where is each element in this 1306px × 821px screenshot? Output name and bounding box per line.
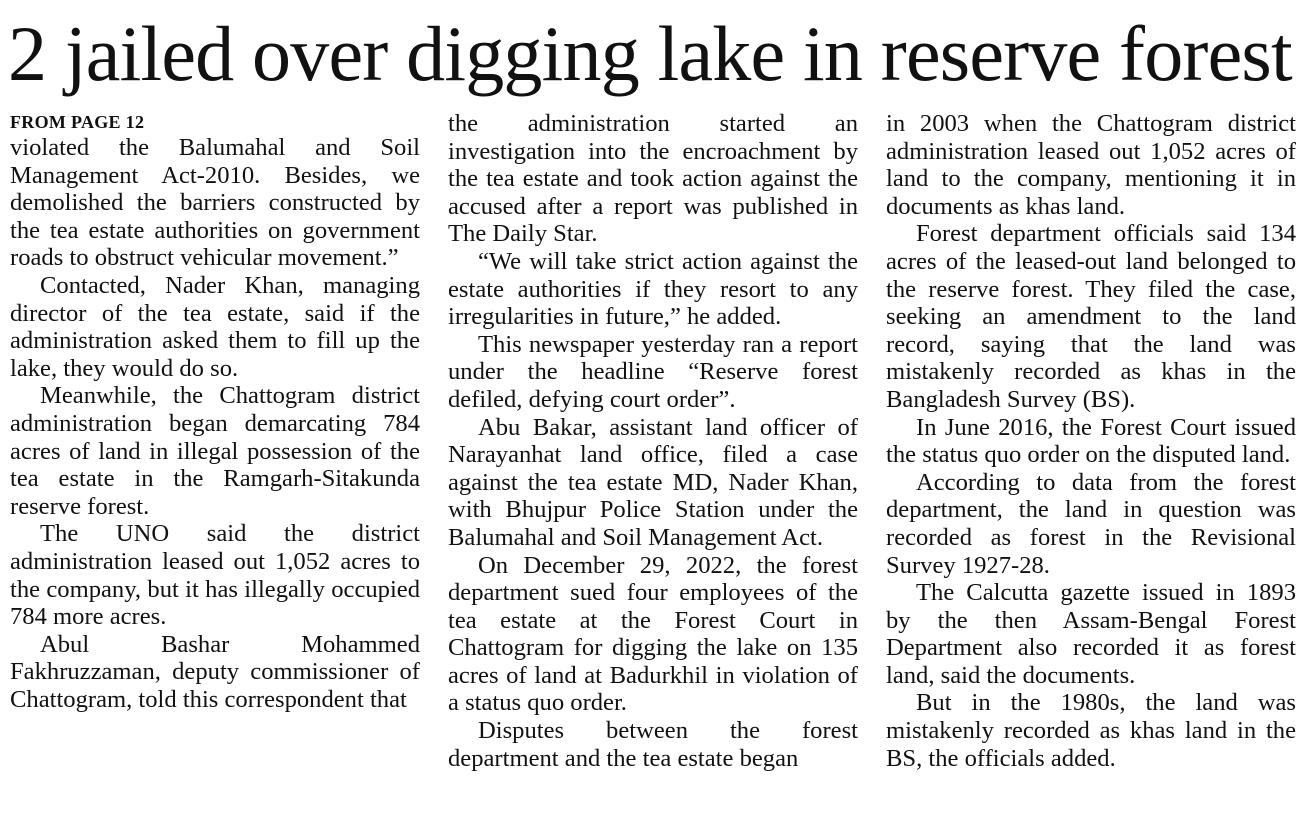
paragraph: Abul Bashar Mohammed Fakhruzzaman, deputy commissioner of Chattogram, told this correspondent that bbox=[10, 630, 420, 713]
headline: 2 jailed over digging lake in reserve forest bbox=[8, 10, 1292, 97]
paragraph: Forest department officials said 134 acres of the leased-out land belonged to the reserve forest. They filed the case, seeking an amendment to the land record, saying that the land was mistakenly recorded as khas in the Bangladesh Survey (BS). bbox=[886, 220, 1296, 413]
paragraph: “We will take strict action against the estate authorities if they resort to any irregularities in future,” he added. bbox=[448, 247, 858, 331]
paragraph: On December 29, 2022, the forest department sued four employees of the tea estate at the Forest Court in Chattogram for digging the lake on 135 acres of land at Badurkhil in violation of a status quo order. bbox=[448, 551, 858, 717]
paragraph: violated the Balumahal and Soil Management Act-2010. Besides, we demolished the barriers constructed by the tea estate authorities on government roads to obstruct vehicular movement.” bbox=[10, 134, 420, 272]
paragraph: the administration started an investigation into the encroachment by the tea estate and took action against the accused after a report was published in The Daily Star. bbox=[448, 110, 858, 248]
article-column-1 bbox=[10, 110, 420, 713]
paragraph: Abu Bakar, assistant land officer of Narayanhat land office, filed a case against the tea estate MD, Nader Khan, with Bhujpur Police Station under the Balumahal and Soil Management Act. bbox=[448, 413, 858, 551]
continuation-kicker: FROM PAGE 12 bbox=[10, 112, 145, 132]
paragraph: in 2003 when the Chattogram district administration leased out 1,052 acres of land to the company, mentioning it in documents as khas land. bbox=[886, 110, 1296, 220]
paragraph: In June 2016, the Forest Court issued the status quo order on the disputed land. bbox=[886, 413, 1296, 469]
article-column-2 bbox=[448, 110, 858, 772]
paragraph: According to data from the forest department, the land in question was recorded as forest in the Revisional Survey 1927-28. bbox=[886, 468, 1296, 579]
article-column-3 bbox=[886, 110, 1296, 772]
paragraph: Meanwhile, the Chattogram district administration began demarcating 784 acres of land in illegal possession of the tea estate in the Ramgarh-Sitakunda reserve forest. bbox=[10, 382, 420, 520]
paragraph: This newspaper yesterday ran a report under the headline “Reserve forest defiled, defying court order”. bbox=[448, 330, 858, 413]
paragraph: The Calcutta gazette issued in 1893 by the then Assam-Bengal Forest Department also recorded it as forest land, said the documents. bbox=[886, 579, 1296, 689]
paragraph: Disputes between the forest department and the tea estate began bbox=[448, 717, 858, 772]
paragraph: But in the 1980s, the land was mistakenly recorded as khas land in the BS, the officials added. bbox=[886, 689, 1296, 772]
paragraph: Contacted, Nader Khan, managing director of the tea estate, said if the administration asked them to fill up the lake, they would do so. bbox=[10, 271, 420, 382]
paragraph: The UNO said the district administration leased out 1,052 acres to the company, but it has illegally occupied 784 more acres. bbox=[10, 520, 420, 631]
